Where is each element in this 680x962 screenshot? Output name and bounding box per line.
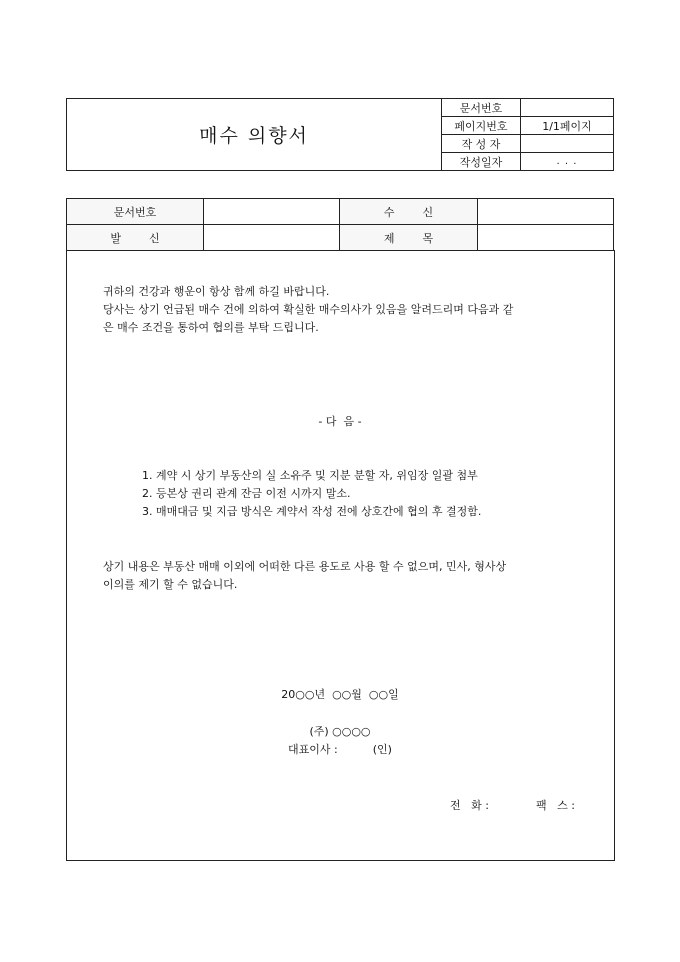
phone-label: 전 화 :	[450, 799, 489, 812]
closing-line: 이의를 제기 할 수 없습니다.	[103, 578, 238, 591]
header-value-author[interactable]	[521, 135, 614, 153]
intro-paragraph	[103, 283, 513, 337]
ceo-signature: 대표이사 : (인)	[288, 743, 392, 756]
document-header	[66, 98, 614, 171]
document-date: 20○○년 ○○월 ○○일	[281, 688, 399, 701]
header-value-page-number[interactable]: 1/1페이지	[521, 117, 614, 135]
list-item: 3. 매매대금 및 지급 방식은 계약서 작성 전에 상호간에 협의 후 결정함.	[142, 505, 482, 518]
sender-field[interactable]	[204, 225, 340, 251]
intro-line: 당사는 상기 언급된 매수 건에 의하여 확실한 매수의사가 있음을 알려드리며 다음과 같	[103, 303, 514, 316]
company-name: (주) ○○○○	[309, 725, 371, 738]
list-item: 1. 계약 시 상기 부동산의 실 소유주 및 지분 분할 자, 위임장 일괄 첨부	[142, 469, 478, 482]
doc-number-label: 문서번호	[67, 199, 204, 225]
header-label-author: 작 성 자	[442, 135, 521, 153]
document-title: 매수 의향서	[67, 99, 442, 171]
info-table	[66, 198, 614, 251]
header-label-date: 작성일자	[442, 153, 521, 171]
letter-body-frame	[66, 250, 615, 861]
recipient-field[interactable]	[477, 199, 614, 225]
fax-label: 팩 스 :	[536, 799, 575, 812]
recipient-label: 수 신	[340, 199, 477, 225]
section-heading: - 다 음 -	[318, 415, 362, 428]
sender-label: 발 신	[67, 225, 204, 251]
subject-label: 제 목	[340, 225, 477, 251]
header-value-doc-number[interactable]	[521, 99, 614, 117]
intro-line: 은 매수 조건을 통하여 협의를 부탁 드립니다.	[103, 321, 319, 334]
header-table	[66, 98, 614, 171]
header-label-page-number: 페이지번호	[442, 117, 521, 135]
closing-line: 상기 내용은 부동산 매매 이외에 어떠한 다른 용도로 사용 할 수 없으며, 민사, 형사상	[103, 560, 507, 573]
closing-paragraph	[103, 558, 506, 594]
info-section	[66, 198, 614, 251]
condition-list	[142, 467, 481, 521]
intro-line: 귀하의 건강과 행운이 항상 함께 하길 바랍니다.	[103, 285, 330, 298]
list-item: 2. 등본상 권리 관계 잔금 이전 시까지 말소.	[142, 487, 351, 500]
subject-field[interactable]	[477, 225, 614, 251]
header-label-doc-number: 문서번호	[442, 99, 521, 117]
header-value-date[interactable]: . . .	[521, 153, 614, 171]
doc-number-field[interactable]	[204, 199, 340, 225]
